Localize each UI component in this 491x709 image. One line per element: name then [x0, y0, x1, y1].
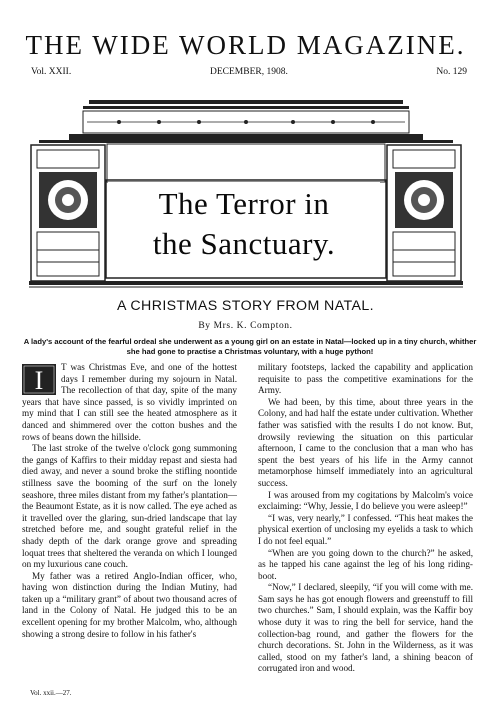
paragraph: The last stroke of the twelve o'clock gong summoning the gangs of Kaffirs to their midday repast and siesta had died away, and never a sound broke the stifling noontide stillness save the booming of the surf on the lonely seashore, three miles distant from my father's plantation—the Beaumont Estate, as it is now called. The eye ached as it travelled over the glaring, sun-dried landscape that lay stretched before me, and sought grateful relief in the shady depth of the dark orange grove and spreading loquat trees that sheltered the veranda on which I lounged on my luxurious cane couch.: [22, 443, 237, 570]
article-summary: A lady's account of the fearful ordeal she underwent as a young girl on an estate in Natal—locked up in a tiny church, whither she had gone to practise a Christmas voluntary, with a huge python!: [23, 337, 477, 356]
drop-cap-letter: I: [34, 366, 44, 395]
paragraph: My father was a retired Anglo-Indian officer, who, having won distinction during the Indian Mutiny, had taken up a “military grant” of about two thousand acres of land in the Colony of Natal. He judged this to be an excellent opening for my brother Malcolm, who, although showing a strong desire to follow in his father's: [22, 570, 237, 639]
article-title-line-1: The Terror in: [158, 186, 330, 221]
article-headline: A CHRISTMAS STORY FROM NATAL.: [116, 298, 375, 314]
issue-number: No. 129: [436, 67, 467, 77]
title-panel: [108, 182, 380, 274]
paragraph: “I was, very nearly,” I confessed. “This heat makes the physical exertion of unclosing my eyelids a task to which I do not feel equal.”: [258, 512, 473, 546]
paragraph: T was Christmas Eve, and one of the hottest days I remember during my sojourn in Natal. The recollection of that day, spite of the many years that have since passed, is so vividly imprinted on my mind that I can still see the heated atmosphere as it danced and shimmered over the cotton bushes and the rows of beans down the hillside.: [22, 362, 237, 442]
author-byline: By Mrs. K. Compton.: [198, 321, 293, 331]
paragraph: military footsteps, lacked the capability and application requisite to pass the competitive examinations for the Army.: [258, 362, 473, 396]
magazine-masthead: THE WIDE WORLD MAGAZINE.: [25, 30, 466, 60]
drop-cap-initial: [22, 364, 56, 395]
paragraph: I was aroused from my cogitations by Malcolm's voice exclaiming: “Why, Jessie, I do believe you were asleep!”: [258, 489, 473, 512]
right-text-column: [258, 362, 473, 675]
article-title-line-2: the Sanctuary.: [152, 226, 336, 261]
paragraph: “When are you going down to the church?” he asked, as he tapped his cane against the leg of his long riding-boot.: [258, 547, 473, 581]
paragraph: “Now,” I declared, sleepily, “if you will come with me. Sam says he has got enough flowers and greenstuff to fill two churches.” Sam, I should explain, was the Kaffir boy whose duty it was to ring the bell for service, hand the collection-bag round, and gather the flowers for the church decorations. St. John in the Wilderness, as it was called, stood on my father's land, a shining beacon of corrugated iron and wood.: [258, 582, 473, 674]
issue-date: DECEMBER, 1908.: [210, 67, 288, 77]
volume-label: Vol. XXII.: [31, 67, 72, 77]
left-text-column: [22, 362, 237, 640]
paragraph: We had been, by this time, about three years in the Colony, and had half the estate under cultivation. Whether father was satisfied with the results I do not know. But, drowsily reviewing the situation on this particular afternoon, I came to the conclusion that a man who has spent the best years of his life in the Army cannot metamorphose himself immediately into an agricultural success.: [258, 396, 473, 488]
page-footer: Vol. xxii.—27.: [30, 689, 72, 697]
